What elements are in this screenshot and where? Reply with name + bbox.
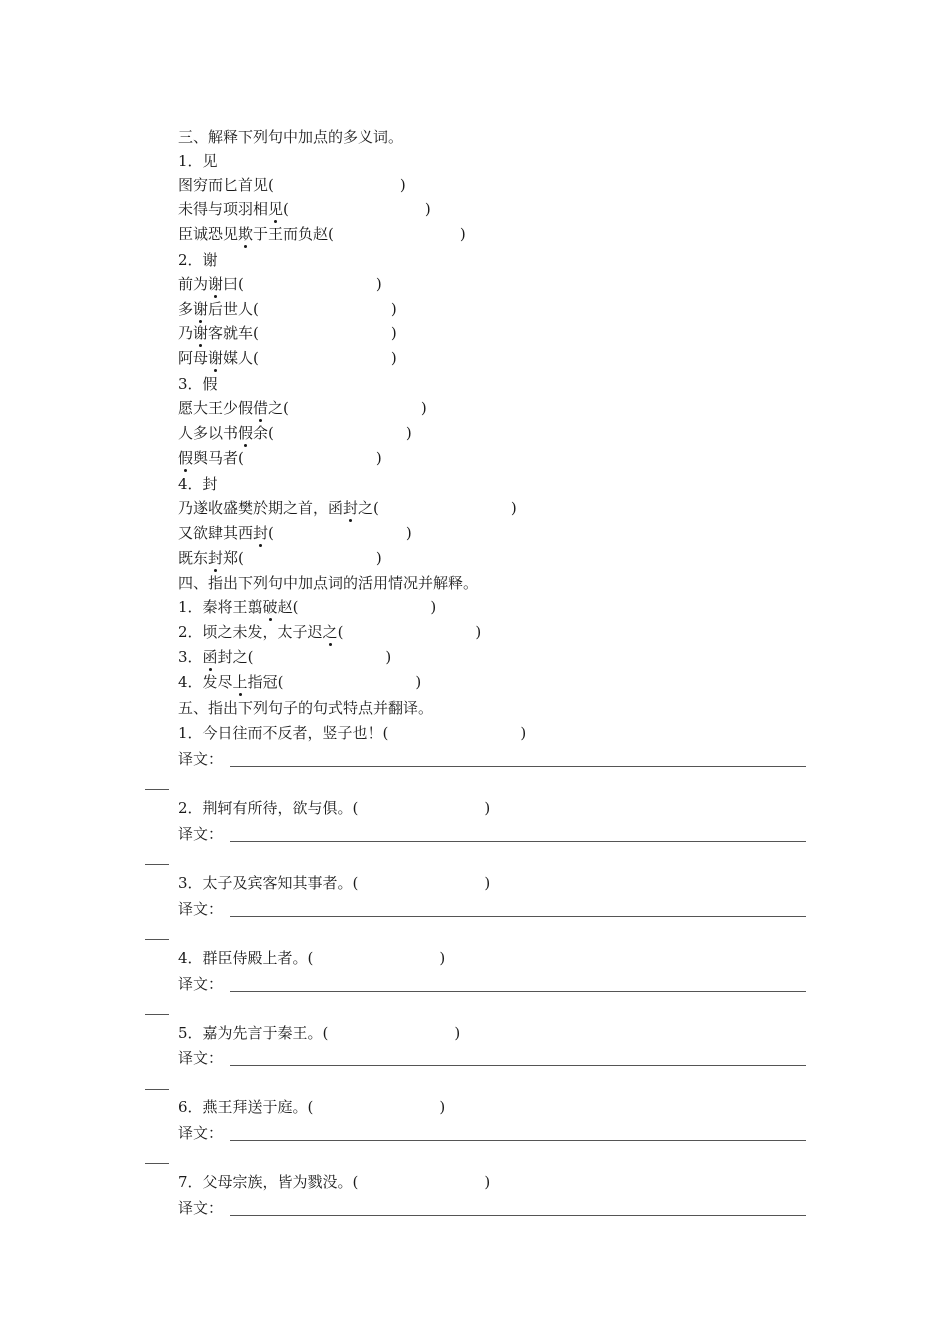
question-line (178, 596, 436, 618)
translation-answer-line[interactable] (230, 1065, 806, 1066)
emphasis-dot-char: 函 (202, 648, 218, 666)
sentence: 1．今日往而不反者，竖子也！( (178, 724, 389, 742)
sentence: 又欲肆其西封( (178, 524, 274, 542)
sentence: 4．群臣侍殿上者。( (178, 949, 314, 967)
close-paren: ) (459, 225, 466, 243)
question-line (178, 872, 490, 894)
sentence: 4．发尽上指冠( (178, 673, 284, 691)
emphasis-dot-char: 封 (253, 524, 269, 542)
close-paren: ) (510, 499, 517, 517)
emphasis-dot-char: 假 (178, 449, 194, 467)
translation-continuation-line (145, 939, 169, 940)
emphasis-dot-char: 封 (208, 549, 224, 567)
question-line (178, 621, 481, 643)
question-line (178, 947, 445, 969)
close-paren: ) (390, 324, 397, 342)
question-line (178, 522, 412, 544)
close-paren: ) (390, 349, 397, 367)
emphasis-dot-char: 谢 (193, 324, 209, 342)
question-line (178, 273, 382, 295)
close-paren: ) (405, 424, 412, 442)
section-3-title: 三、解释下列句中加点的多义词。 (178, 128, 404, 146)
group-3-label: 3．假 (178, 375, 218, 393)
emphasis-dot-char: 谢 (193, 300, 209, 318)
translation-continuation-line (145, 1014, 169, 1015)
translation-label: 译文： (178, 1199, 224, 1217)
sentence: 乃遂收盛樊於期之首，函封之( (178, 499, 379, 517)
close-paren: ) (454, 1024, 461, 1042)
question-line (178, 347, 397, 369)
emphasis-dot-char: 见 (268, 200, 284, 218)
translation-answer-line[interactable] (230, 1140, 806, 1141)
sentence: 阿母谢媒人( (178, 349, 259, 367)
question-line (178, 322, 397, 344)
sentence: 2．荆轲有所待，欲与俱。( (178, 799, 359, 817)
question-line (178, 722, 526, 744)
question-line (178, 447, 382, 469)
emphasis-dot-char: 破 (262, 598, 278, 616)
sentence: 1．秦将王翦破赵( (178, 598, 299, 616)
close-paren: ) (375, 549, 382, 567)
group-1-label: 1．见 (178, 152, 218, 170)
question-line (178, 298, 397, 320)
translation-answer-line[interactable] (230, 841, 806, 842)
emphasis-dot-char: 封 (343, 499, 359, 517)
translation-answer-line[interactable] (230, 1215, 806, 1216)
question-line (178, 671, 421, 693)
translation-continuation-line (145, 789, 169, 790)
close-paren: ) (439, 949, 446, 967)
translation-continuation-line (145, 1089, 169, 1090)
close-paren: ) (415, 673, 422, 691)
close-paren: ) (484, 799, 491, 817)
sentence: 假舆马者( (178, 449, 244, 467)
close-paren: ) (439, 1098, 446, 1116)
emphasis-dot-char: 上 (232, 673, 248, 691)
sentence: 6．燕王拜送于庭。( (178, 1098, 314, 1116)
translation-continuation-line (145, 1163, 169, 1164)
close-paren: ) (484, 874, 491, 892)
emphasis-dot-char: 借 (253, 399, 269, 417)
question-line (178, 198, 431, 220)
translation-label: 译文： (178, 975, 224, 993)
question-line (178, 646, 391, 668)
close-paren: ) (484, 1173, 491, 1191)
translation-answer-line[interactable] (230, 766, 806, 767)
emphasis-dot-char: 谢 (208, 275, 224, 293)
close-paren: ) (399, 176, 406, 194)
close-paren: ) (405, 524, 412, 542)
translation-answer-line[interactable] (230, 991, 806, 992)
question-line (178, 497, 517, 519)
close-paren: ) (390, 300, 397, 318)
question-line (178, 174, 406, 196)
sentence: 5．嘉为先言于秦王。( (178, 1024, 329, 1042)
sentence: 人多以书假余( (178, 424, 274, 442)
sentence: 7．父母宗族，皆为戮没。( (178, 1173, 359, 1191)
question-line (178, 797, 490, 819)
question-line (178, 223, 466, 245)
translation-label: 译文： (178, 825, 224, 843)
sentence: 2．顷之未发，太子迟之( (178, 623, 344, 641)
question-line (178, 1022, 460, 1044)
sentence: 图穷而匕首见( (178, 176, 274, 194)
sentence: 未得与项羽相见( (178, 200, 289, 218)
translation-label: 译文： (178, 1124, 224, 1142)
translation-label: 译文： (178, 750, 224, 768)
sentence: 3．太子及宾客知其事者。( (178, 874, 359, 892)
question-line (178, 547, 382, 569)
emphasis-dot-char: 假 (238, 424, 254, 442)
sentence: 前为谢曰( (178, 275, 244, 293)
close-paren: ) (520, 724, 527, 742)
section-5-title: 五、指出下列句子的句式特点并翻译。 (178, 699, 434, 717)
emphasis-dot-char: 谢 (208, 349, 224, 367)
close-paren: ) (385, 648, 392, 666)
close-paren: ) (375, 275, 382, 293)
emphasis-dot-char: 欺 (238, 225, 254, 243)
group-2-label: 2．谢 (178, 251, 218, 269)
close-paren: ) (430, 598, 437, 616)
sentence: 3．函封之( (178, 648, 254, 666)
question-line (178, 1096, 445, 1118)
question-line (178, 1171, 490, 1193)
question-line (178, 422, 412, 444)
group-4-label: 4．封 (178, 475, 218, 493)
section-4-title: 四、指出下列句中加点词的活用情况并解释。 (178, 574, 479, 592)
close-paren: ) (475, 623, 482, 641)
translation-label: 译文： (178, 1049, 224, 1067)
sentence: 愿大王少假借之( (178, 399, 289, 417)
translation-label: 译文： (178, 900, 224, 918)
translation-continuation-line (145, 864, 169, 865)
sentence: 既东封郑( (178, 549, 244, 567)
sentence: 多谢后世人( (178, 300, 259, 318)
close-paren: ) (420, 399, 427, 417)
close-paren: ) (375, 449, 382, 467)
sentence: 臣诚恐见欺于王而负赵( (178, 225, 334, 243)
emphasis-dot-char: 之 (322, 623, 338, 641)
question-line (178, 397, 427, 419)
sentence: 乃谢客就车( (178, 324, 259, 342)
translation-answer-line[interactable] (230, 916, 806, 917)
close-paren: ) (424, 200, 431, 218)
